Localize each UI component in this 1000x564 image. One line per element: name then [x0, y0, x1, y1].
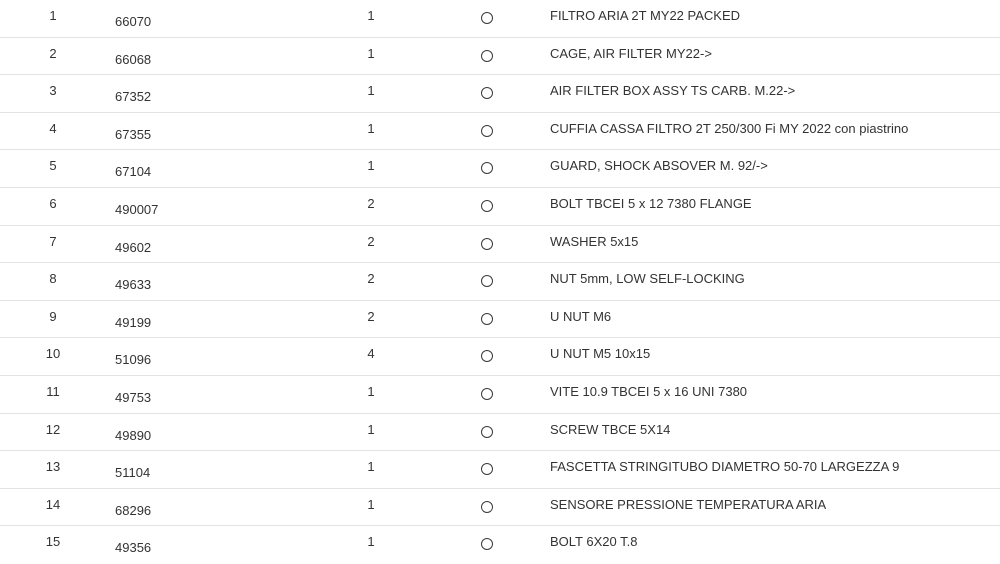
row-number: 4: [49, 120, 57, 136]
part-quantity: 1: [367, 8, 375, 23]
table-row: [0, 226, 1000, 264]
part-description: CUFFIA CASSA FILTRO 2T 250/300 Fi MY 2022 con piastrino: [550, 120, 909, 136]
radio-unchecked-icon[interactable]: [481, 87, 493, 99]
select-radio[interactable]: [481, 350, 495, 364]
part-description: FASCETTA STRINGITUBO DIAMETRO 50-70 LARGEZZA 9: [550, 459, 900, 475]
table-row: [0, 0, 1000, 38]
select-radio[interactable]: [481, 125, 495, 139]
part-description: FILTRO ARIA 2T MY22 PACKED: [550, 8, 741, 23]
row-number: 8: [49, 271, 57, 287]
table-row: [0, 38, 1000, 76]
table-row: [0, 451, 1000, 489]
part-code: 67355: [115, 126, 152, 142]
part-quantity: 1: [367, 158, 375, 174]
table-row: [0, 414, 1000, 452]
row-number: 2: [49, 45, 57, 61]
part-description: SENSORE PRESSIONE TEMPERATURA ARIA: [550, 496, 827, 512]
part-quantity: 4: [367, 346, 375, 362]
row-number: 5: [49, 158, 57, 174]
part-quantity: 1: [367, 120, 375, 136]
part-code: 49356: [115, 540, 152, 556]
part-description: BOLT TBCEI 5 x 12 7380 FLANGE: [550, 195, 752, 211]
table-row: [0, 113, 1000, 151]
row-number: 14: [45, 496, 61, 512]
table-row: [0, 489, 1000, 527]
table-row: [0, 263, 1000, 301]
table-row: [0, 188, 1000, 226]
part-description: AIR FILTER BOX ASSY TS CARB. M.22->: [550, 83, 796, 99]
row-number: 6: [49, 195, 57, 211]
part-code: 51096: [115, 352, 152, 368]
radio-unchecked-icon[interactable]: [481, 50, 493, 62]
table-row: [0, 301, 1000, 339]
part-code: 490007: [115, 201, 159, 217]
row-number: 11: [46, 383, 60, 399]
part-quantity: 1: [367, 534, 375, 550]
part-description: U NUT M5 10x15: [550, 346, 651, 362]
part-quantity: 2: [367, 308, 375, 324]
part-description: WASHER 5x15: [550, 233, 639, 249]
part-description: U NUT M6: [550, 308, 612, 324]
select-radio[interactable]: [481, 50, 495, 64]
radio-unchecked-icon[interactable]: [481, 12, 493, 24]
radio-unchecked-icon[interactable]: [481, 501, 493, 513]
part-description: NUT 5mm, LOW SELF-LOCKING: [550, 271, 745, 287]
table-row: [0, 150, 1000, 188]
row-number: 7: [49, 233, 57, 249]
radio-unchecked-icon[interactable]: [481, 238, 493, 250]
row-number: 13: [45, 459, 61, 475]
part-quantity: 1: [367, 496, 375, 512]
part-description: GUARD, SHOCK ABSOVER M. 92/->: [550, 158, 768, 174]
part-quantity: 1: [367, 421, 375, 437]
radio-unchecked-icon[interactable]: [481, 463, 493, 475]
part-code: 51104: [115, 465, 151, 481]
table-row: [0, 338, 1000, 376]
part-code: 49753: [115, 389, 152, 405]
part-quantity: 1: [367, 383, 375, 399]
select-radio[interactable]: [481, 238, 495, 252]
radio-unchecked-icon[interactable]: [481, 538, 493, 550]
radio-unchecked-icon[interactable]: [481, 200, 493, 212]
part-code: 67104: [115, 164, 152, 180]
row-number: 9: [49, 308, 57, 324]
select-radio[interactable]: [481, 87, 495, 101]
row-number: 10: [45, 346, 61, 362]
part-description: SCREW TBCE 5X14: [550, 421, 671, 437]
part-quantity: 2: [367, 271, 375, 287]
radio-unchecked-icon[interactable]: [481, 313, 493, 325]
select-radio[interactable]: [481, 12, 495, 26]
radio-unchecked-icon[interactable]: [481, 388, 493, 400]
row-number: 12: [45, 421, 61, 437]
part-description: CAGE, AIR FILTER MY22->: [550, 45, 712, 61]
radio-unchecked-icon[interactable]: [481, 275, 493, 287]
select-radio[interactable]: [481, 275, 495, 289]
part-code: 67352: [115, 89, 152, 105]
row-number: 3: [49, 83, 57, 99]
select-radio[interactable]: [481, 200, 495, 214]
part-code: 66068: [115, 51, 152, 67]
part-code: 66070: [115, 14, 152, 29]
select-radio[interactable]: [481, 162, 495, 176]
select-radio[interactable]: [481, 313, 495, 327]
part-quantity: 1: [367, 45, 375, 61]
radio-unchecked-icon[interactable]: [481, 350, 493, 362]
part-quantity: 2: [367, 195, 375, 211]
select-radio[interactable]: [481, 463, 495, 477]
part-code: 68296: [115, 502, 152, 518]
radio-unchecked-icon[interactable]: [481, 426, 493, 438]
table-row: [0, 526, 1000, 564]
part-quantity: 1: [367, 459, 375, 475]
part-code: 49890: [115, 427, 152, 443]
part-quantity: 1: [367, 83, 375, 99]
part-code: 49633: [115, 277, 152, 293]
part-code: 49602: [115, 239, 152, 255]
select-radio[interactable]: [481, 501, 495, 515]
row-number: 15: [45, 534, 61, 550]
select-radio[interactable]: [481, 538, 495, 552]
table-row: [0, 75, 1000, 113]
table-row: [0, 376, 1000, 414]
part-description: VITE 10.9 TBCEI 5 x 16 UNI 7380: [550, 383, 748, 399]
radio-unchecked-icon[interactable]: [481, 162, 493, 174]
part-quantity: 2: [367, 233, 375, 249]
part-description: BOLT 6X20 T.8: [550, 534, 638, 550]
select-radio[interactable]: [481, 426, 495, 440]
row-number: 1: [49, 8, 57, 23]
radio-unchecked-icon[interactable]: [481, 125, 493, 137]
part-code: 49199: [115, 314, 152, 330]
select-radio[interactable]: [481, 388, 495, 402]
